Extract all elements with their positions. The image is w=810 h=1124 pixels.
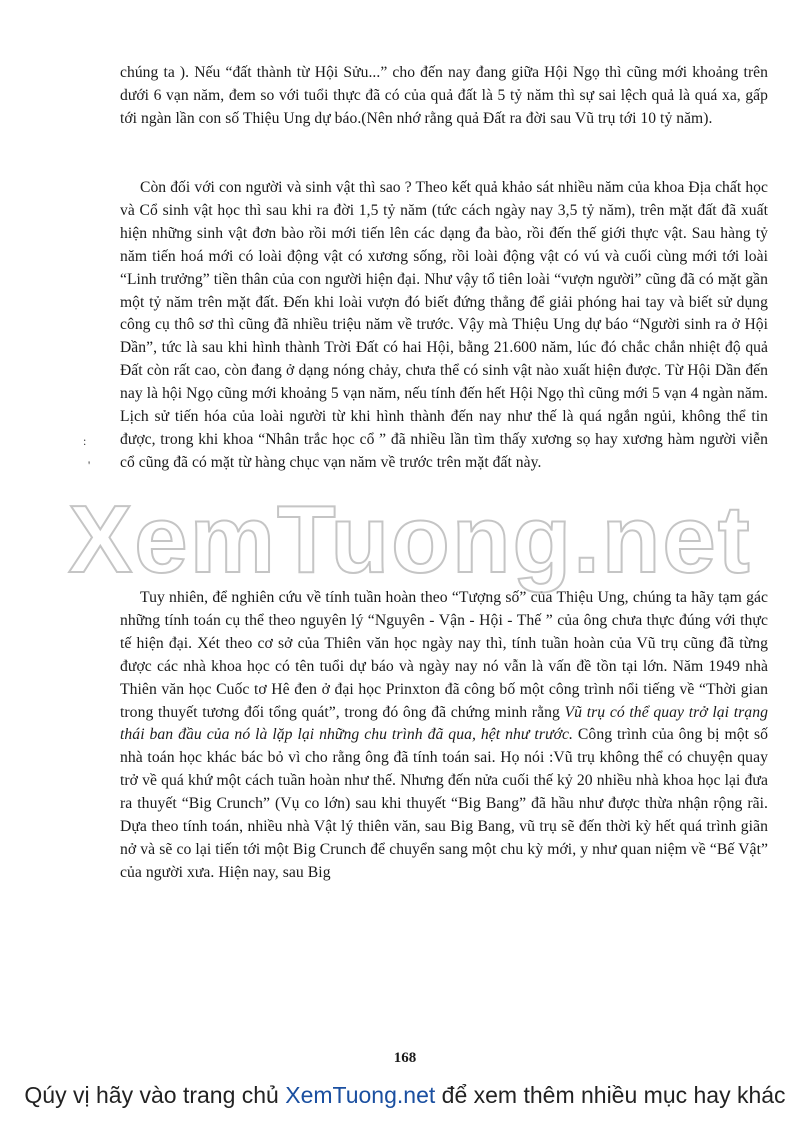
paragraph-2: Còn đối với con người và sinh vật thì sao ? Theo kết quả khảo sát nhiều năm của khoa Địa chất học và Cổ sinh vật học thì sau khi ra đời 1,5 tỷ năm (tức cách ngày nay 3,5 tỷ năm), trên mặt đất đã xuất hiện những sinh vật đơn bào rồi mới tiến lên các dạng đa bào, rồi đến thế giới thực vật. Sau hàng tỷ năm tiến hoá mới có loài động vật có xương sống, rồi loài động vật có vú và cuối cùng mới tới loài “Linh trưởng” tiền thân của con người hiện đại. Như vậy tổ tiên loài “vượn người” cũng đã có mặt gần một tỷ năm trên mặt đất. Đến khi loài vượn đó biết đứng thẳng để giải phóng hai tay và biết sử dụng công cụ thô sơ thì cũng đã nhiều triệu năm về trước. Vậy mà Thiệu Ung dự báo “Người sinh ra ở Hội Dần”, tức là sau khi hình thành Trời Đất có hai Hội, bằng 21.600 năm, lúc đó chắc chắn nhiệt độ quả Đất còn rất cao, còn đang ở dạng nóng chảy, chưa thể có sinh vật nào xuất hiện được. Từ Hội Dần đến nay là hội Ngọ cũng mới khoảng 5 vạn năm, nếu tính đến hết Hội Ngọ thì cũng mới 5 vạn 4 ngàn năm. Lịch sử tiến hóa của loài người từ khi hình thành đến nay như thế là quá ngắn ngủi, không thể tin được, trong khi khoa “Nhân trắc học cổ ” đã nhiều lần tìm thấy xương sọ hay xương hàm người viễn cổ cũng đã có mặt từ hàng chục vạn năm về trước trên mặt đất này. <box>120 179 768 471</box>
paragraph-3-text-a: Tuy nhiên, để nghiên cứu về tính tuần hoàn theo “Tượng số” của Thiệu Ung, chúng ta hãy tạm gác những tính toán cụ thể theo nguyên lý “Nguyên - Vận - Hội - Thế ” của ông chưa thực đúng với thực tế hiện đại. Xét theo cơ sở của Thiên văn học ngày nay thì, tính tuần hoàn của Vũ trụ cũng đã từng được các nhà khoa học có tên tuổi dự báo và ngày nay nó vẫn là vấn đề tồn tại lớn. Năm 1949 nhà Thiên văn học Cuốc tơ Hê đen ở đại học Prinxton đã công bố một công trình nổi tiếng về “Thời gian trong thuyết tương đối tổng quát”, trong đó ông đã chứng minh rằng <box>120 589 768 721</box>
scan-speck: : <box>83 434 87 448</box>
footer-banner <box>0 1082 810 1109</box>
footer-text-end: để xem thêm nhiều mục hay khác <box>435 1082 786 1108</box>
paragraph-3-text-b: Công trình của ông bị một số nhà toán học khác bác bỏ vì cho rằng ông đã tính toán sai. Họ nói :Vũ trụ không thể có chuyện quay trở về quá khứ một cách tuần hoàn như thế. Nhưng đến nửa cuối thế kỷ 20 nhiều nhà khoa học lại đưa ra thuyết “Big Crunch” (Vụ co lớn) sau khi thuyết “Big Bang” đã hầu như được thừa nhận rộng rãi. Dựa theo tính toán, nhiều nhà Vật lý thiên văn, sau Big Bang, vũ trụ sẽ đến thời kỳ hết quá trình giãn nở và sẽ co lại tiến tới một Big Crunch để chuyển sang một chu kỳ mới, y như quan niệm về “Bế Vật” của người xưa. Hiện nay, sau Big <box>120 726 768 881</box>
watermark: XemTuong.net <box>68 486 752 593</box>
scan-speck: ' <box>88 458 91 472</box>
paragraph-3 <box>120 587 768 885</box>
page-number: 168 <box>393 1050 417 1066</box>
footer-text-start: Qúy vị hãy vào trang chủ <box>24 1082 286 1108</box>
footer-site-link[interactable]: XemTuong.net <box>285 1082 436 1108</box>
paragraph-1: chúng ta ). Nếu “đất thành từ Hội Sửu...” cho đến nay đang giữa Hội Ngọ thì cũng mới khoảng trên dưới 6 vạn năm, đem so với tuổi thực đã có của quả đất là 5 tỷ năm thì sự sai lệch quả là quá xa, gấp tới ngàn lần con số Thiệu Ung dự báo.(Nên nhớ rằng quả Đất ra đời sau Vũ trụ tới 10 tỷ năm). <box>120 64 768 127</box>
paragraph-3-italic-quote: Vũ trụ có thể quay trở lại trạng thái ban đầu của nó là lặp lại những chu trình đã qua, hệt như trước. <box>120 703 768 744</box>
